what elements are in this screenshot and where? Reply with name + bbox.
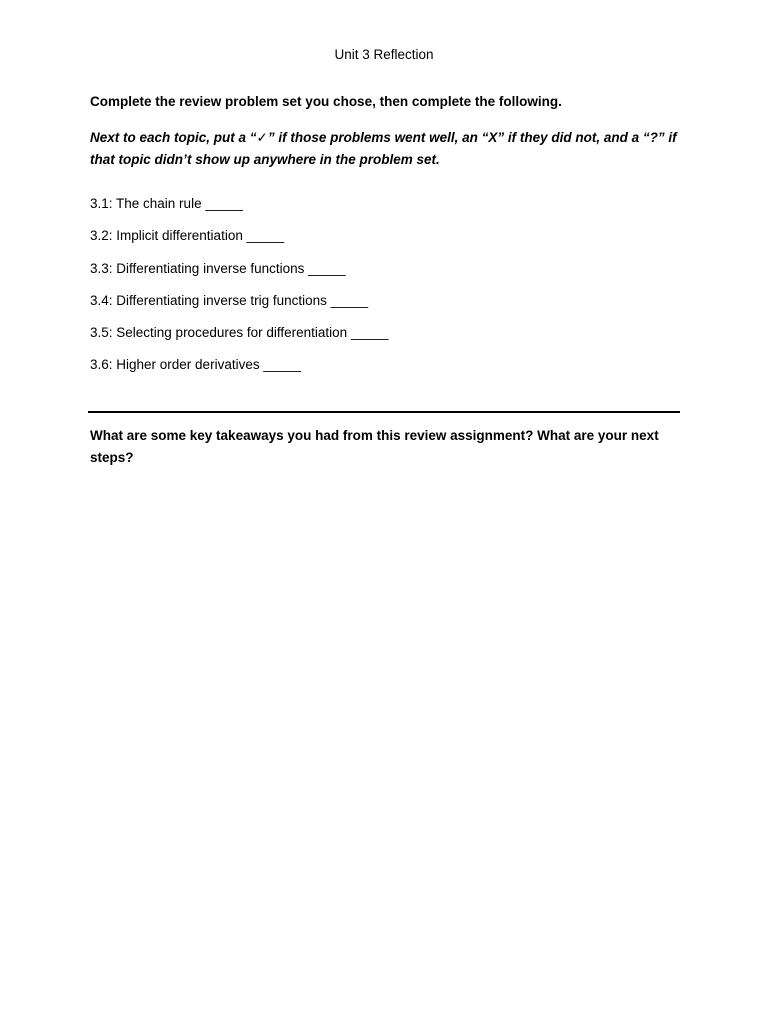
section-divider	[88, 411, 680, 413]
topic-item-3-6: 3.6: Higher order derivatives _____	[90, 357, 301, 373]
topic-item-3-1: 3.1: The chain rule _____	[90, 196, 243, 211]
page-title: Unit 3 Reflection	[334, 47, 434, 62]
topic-item-3-4: 3.4: Differentiating inverse trig functions _____	[90, 292, 369, 308]
topic-list	[90, 196, 388, 390]
topic-item-3-3: 3.3: Differentiating inverse functions _____	[90, 260, 346, 276]
marking-instructions: Next to each topic, put a “✓” if those problems went well, an “X” if they did not, and a “?” if that topic didn’t show up anywhere in the problem set.	[90, 130, 677, 167]
topic-item-3-2: 3.2: Implicit differentiation _____	[90, 228, 285, 244]
intro-instruction: Complete the review problem set you chose, then complete the following.	[90, 94, 562, 109]
topic-item-3-5: 3.5: Selecting procedures for differentiation _____	[90, 325, 389, 341]
reflection-question: What are some key takeaways you had from this review assignment? What are your next steps?	[90, 428, 659, 465]
